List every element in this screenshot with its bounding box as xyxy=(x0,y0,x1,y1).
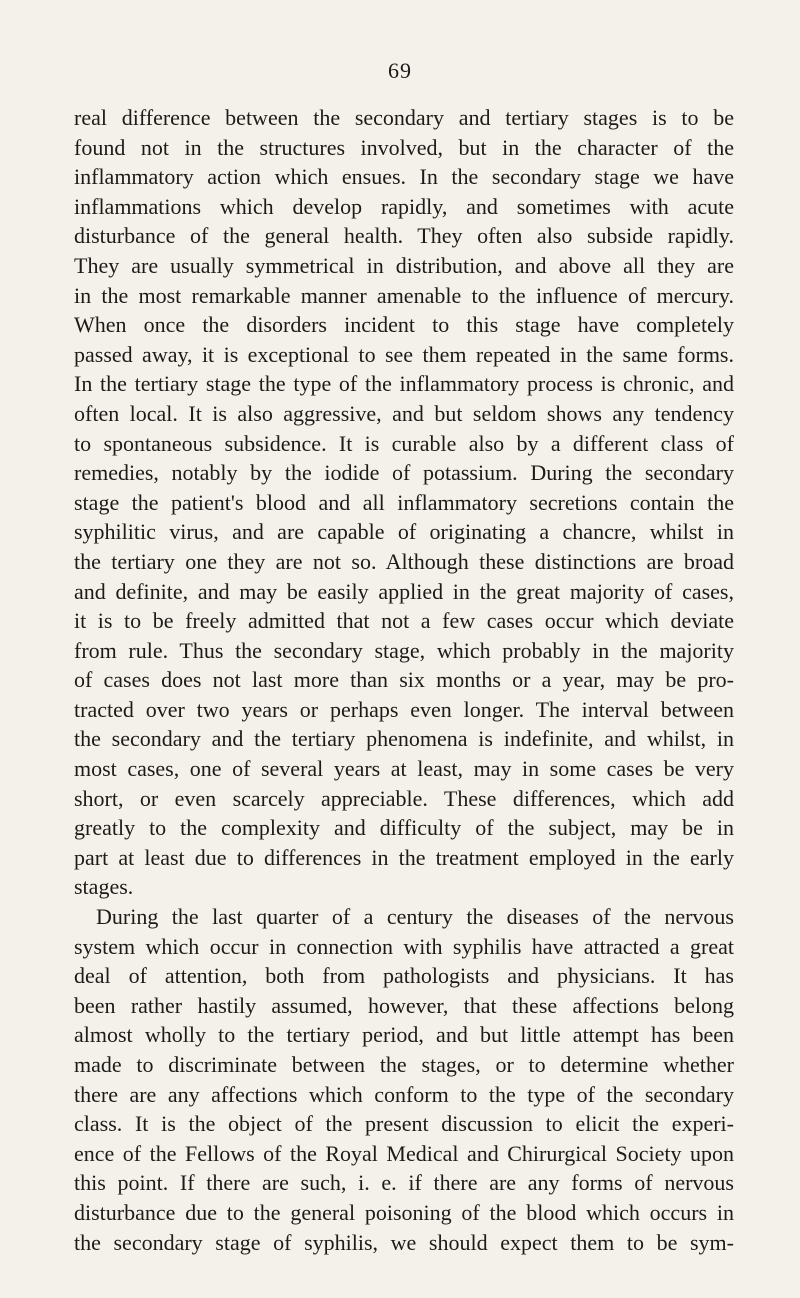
text-line: and definite, and may be easily applied in the great majority of cases, xyxy=(74,578,734,604)
text-line: deal of attention, both from pathologists and physicians. It has xyxy=(74,963,734,989)
text-line: the secondary and the tertiary phenomena is indefinite, and whilst, in xyxy=(74,726,734,752)
text-line: During the last quarter of a century the diseases of the nervous xyxy=(96,904,734,930)
text-line: stage the patient's blood and all inflammatory secretions contain the xyxy=(74,489,734,515)
text-line: it is to be freely admitted that not a few cases occur which deviate xyxy=(74,608,734,634)
text-line: almost wholly to the tertiary period, and but little attempt has been xyxy=(74,1022,734,1048)
text-line: the tertiary one they are not so. Although these distinctions are broad xyxy=(74,548,734,574)
text-line: in the most remarkable manner amenable to the influence of mercury. xyxy=(74,282,734,308)
text-line: stages. xyxy=(74,874,134,900)
text-line: part at least due to differences in the treatment employed in the early xyxy=(74,844,734,870)
text-line: the secondary stage of syphilis, we should expect them to be sym- xyxy=(74,1229,734,1255)
text-line: When once the disorders incident to this stage have completely xyxy=(74,312,734,338)
text-line: In the tertiary stage the type of the inflammatory process is chronic, and xyxy=(74,371,734,397)
text-line: disturbance of the general health. They often also subside rapidly. xyxy=(74,223,734,249)
text-line: tracted over two years or perhaps even longer. The interval between xyxy=(74,696,734,722)
text-line: class. It is the object of the present discussion to elicit the experi- xyxy=(74,1111,734,1137)
text-line: found not in the structures involved, but in the character of the xyxy=(74,134,734,160)
text-line: of cases does not last more than six months or a year, may be pro- xyxy=(74,667,734,693)
text-line: short, or even scarcely appreciable. These differences, which add xyxy=(74,785,734,811)
text-line: They are usually symmetrical in distribution, and above all they are xyxy=(74,252,734,278)
text-line: this point. If there are such, i. e. if there are any forms of nervous xyxy=(74,1170,734,1196)
text-line: system which occur in connection with syphilis have attracted a great xyxy=(74,933,734,959)
text-line: made to discriminate between the stages, or to determine whether xyxy=(74,1052,734,1077)
text-line: to spontaneous subsidence. It is curable also by a different class of xyxy=(74,430,734,456)
text-line: disturbance due to the general poisoning of the blood which occurs in xyxy=(74,1199,734,1225)
text-line: been rather hastily assumed, however, that these affections belong xyxy=(74,992,734,1018)
text-line: there are any affections which conform to the type of the secondary xyxy=(74,1081,734,1107)
text-line: passed away, it is exceptional to see them repeated in the same forms. xyxy=(74,341,734,367)
text-line: inflammations which develop rapidly, and sometimes with acute xyxy=(74,193,734,219)
body-text xyxy=(74,103,734,1257)
text-line: remedies, notably by the iodide of potassium. During the secondary xyxy=(74,460,734,486)
page-number: 69 xyxy=(388,58,412,83)
text-line: most cases, one of several years at least, may in some cases be very xyxy=(74,756,734,782)
text-line: syphilitic virus, and are capable of originating a chancre, whilst in xyxy=(74,519,734,545)
text-line: inflammatory action which ensues. In the secondary stage we have xyxy=(74,164,734,190)
text-line: from rule. Thus the secondary stage, which probably in the majority xyxy=(74,637,734,663)
text-line: greatly to the complexity and difficulty of the subject, may be in xyxy=(74,815,734,841)
text-line: real difference between the secondary and tertiary stages is to be xyxy=(74,105,734,130)
text-line: often local. It is also aggressive, and but seldom shows any tendency xyxy=(74,400,734,426)
text-line: ence of the Fellows of the Royal Medical and Chirurgical Society upon xyxy=(74,1140,734,1166)
